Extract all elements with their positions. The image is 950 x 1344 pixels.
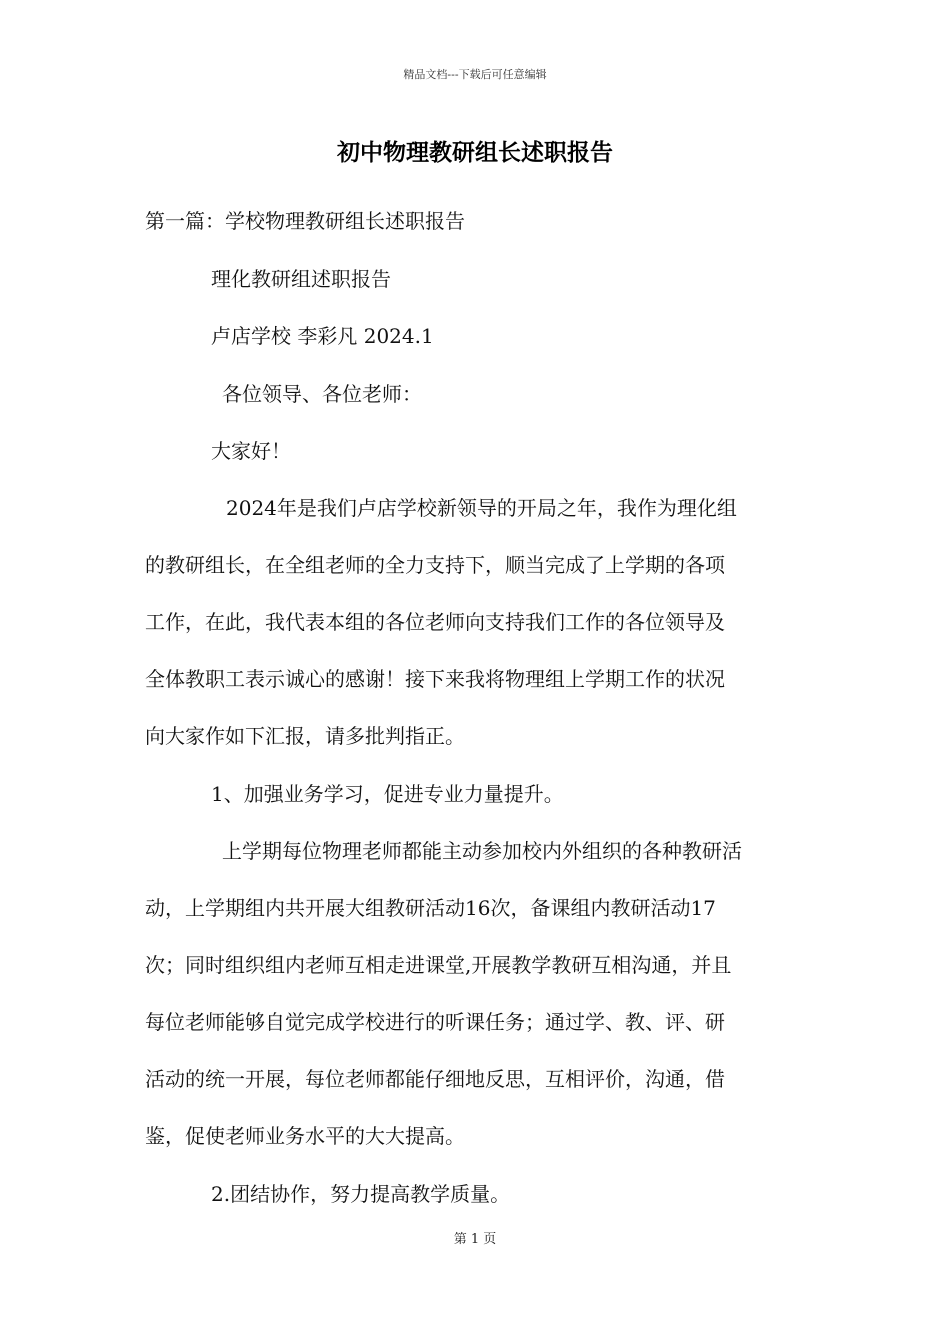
header-note: 精品文档---下载后可任意编辑 — [403, 68, 547, 81]
paragraph-line: 每位老师能够自觉完成学校进行的听课任务；通过学、教、评、研 — [145, 1010, 725, 1034]
report-subtitle: 理化教研组述职报告 — [211, 267, 391, 291]
paragraph-line: 2024年是我们卢店学校新领导的开局之年，我作为理化组 — [226, 496, 737, 520]
author-line: 卢店学校 李彩凡 2024.1 — [211, 324, 434, 348]
paragraph-line: 全体教职工表示诚心的感谢！接下来我将物理组上学期工作的状况 — [145, 667, 725, 691]
paragraph-line: 的教研组长，在全组老师的全力支持下，顺当完成了上学期的各项 — [145, 553, 725, 577]
paragraph-line: 动，上学期组内共开展大组教研活动16次，备课组内教研活动17 — [145, 896, 716, 920]
paragraph-line: 工作，在此，我代表本组的各位老师向支持我们工作的各位领导及 — [145, 610, 725, 634]
numbered-heading: 2.团结协作，努力提高教学质量。 — [211, 1182, 511, 1206]
page-number: 第 1 页 — [453, 1232, 497, 1247]
paragraph-line: 向大家作如下汇报，请多批判指正。 — [145, 724, 465, 748]
section-heading: 第一篇：学校物理教研组长述职报告 — [145, 209, 465, 233]
paragraph-line: 上学期每位物理老师都能主动参加校内外组织的各种教研活 — [222, 839, 742, 863]
paragraph-line: 鉴，促使老师业务水平的大大提高。 — [145, 1124, 465, 1148]
numbered-heading: 1、加强业务学习，促进专业力量提升。 — [211, 782, 564, 806]
salutation: 各位领导、各位老师： — [222, 382, 422, 406]
greeting: 大家好！ — [211, 439, 291, 463]
paragraph-line: 次；同时组织组内老师互相走进课堂,开展教学教研互相沟通，并且 — [145, 953, 732, 977]
paragraph-line: 活动的统一开展，每位老师都能仔细地反思，互相评价，沟通，借 — [145, 1067, 725, 1091]
document-title: 初中物理教研组长述职报告 — [337, 139, 613, 166]
